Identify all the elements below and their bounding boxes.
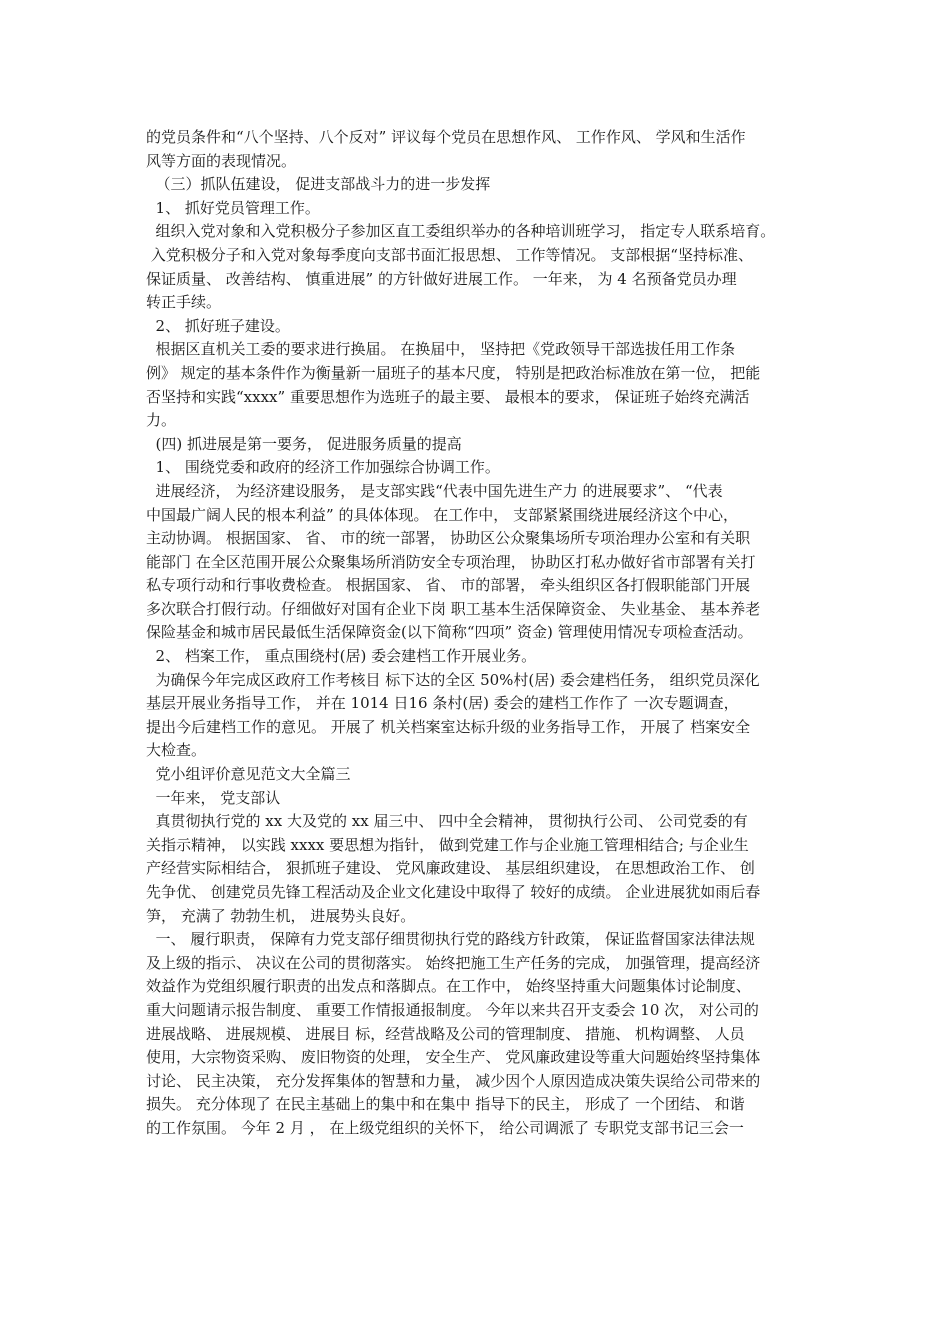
- text-line: 力。: [146, 411, 177, 430]
- text-line: 一年来， 党支部认: [146, 788, 281, 807]
- text-line: 主动协调。 根据国家、 省、 市的统一部署， 协助区公众聚集场所专项治理办公室和有关职: [146, 529, 751, 548]
- text-line: 产经营实际相结合， 狠抓班子建设、 党风廉政建设、 基层组织建设， 在思想政治工作、 创: [146, 859, 755, 878]
- text-line: 关指示精神， 以实践 xxxx 要思想为指针， 做到党建工作与企业施工管理相结合; 与企业生: [146, 835, 749, 854]
- text-line: 讨论、 民主决策， 充分发挥集体的智慧和力量， 减少因个人原因造成决策失误给公司带来的: [146, 1071, 761, 1090]
- text-line: 例》 规定的基本条件作为衡量新一届班子的基本尺度， 特别是把政治标准放在第一位， 把能: [146, 363, 761, 382]
- text-line: 1、 抓好党员管理工作。: [146, 198, 320, 217]
- text-line: 2、 档案工作， 重点围绕村(居) 委会建档工作开展业务。: [146, 647, 537, 666]
- text-line: 党小组评价意见范文大全篇三: [146, 765, 351, 784]
- text-line: 大检查。: [146, 741, 207, 760]
- text-line: 能部门 在全区范围开展公众聚集场所消防安全专项治理， 协助区打私办做好省市部署有关打: [146, 552, 756, 571]
- text-line: 进展经济， 为经济建设服务， 是支部实践“代表中国先进生产力 的进展要求”、 “代表: [146, 481, 723, 500]
- text-line: 重大问题请示报告制度、 重要工作情报通报制度。 今年以来共召开支委会 10 次， 对公司的: [146, 1000, 759, 1019]
- text-line: 私专项行动和行事收费检查。 根据国家、 省、 市的部署， 牵头组织区各打假职能部门开展: [146, 576, 751, 595]
- text-line: 提出今后建档工作的意见。 开展了 机关档案室达标升级的业务指导工作， 开展了 档案安全: [146, 717, 751, 736]
- text-line: 进展战略、 进展规模、 进展目 标，经营战略及公司的管理制度、 措施、 机构调整、 人员: [146, 1024, 745, 1043]
- text-line: 使用，大宗物资采购、 废旧物资的处理， 安全生产、 党风廉政建设等重大问题始终坚持集体: [146, 1048, 761, 1067]
- text-line: 及上级的指示、 决议在公司的贯彻落实。 始终把施工生产任务的完成， 加强管理，提高经济: [146, 953, 761, 972]
- text-line: 保险基金和城市居民最低生活保障资金(以下简称“四项” 资金) 管理使用情况专项检查活动。: [146, 623, 753, 642]
- text-line: 多次联合打假行动。仔细做好对国有企业下岗 职工基本生活保障资金、 失业基金、 基本养老: [146, 599, 761, 618]
- text-line: 风等方面的表现情况。: [146, 151, 297, 170]
- text-line: 组织入党对象和入党积极分子参加区直工委组织举办的各种培训班学习， 指定专人联系培育。: [146, 222, 776, 241]
- text-line: (四) 抓进展是第一要务， 促进服务质量的提高: [146, 434, 462, 453]
- text-line: 2、 抓好班子建设。: [146, 316, 290, 335]
- text-line: 一、 履行职责， 保障有力党支部仔细贯彻执行党的路线方针政策， 保证监督国家法律法规: [146, 930, 755, 949]
- text-line: 1、 围绕党委和政府的经济工作加强综合协调工作。: [146, 458, 500, 477]
- text-line: 损失。 充分体现了 在民主基础上的集中和在集中 指导下的民主， 形成了 一个团结、 和谐: [146, 1095, 745, 1114]
- text-line: 基层开展业务指导工作， 并在 1014 日16 条村(居) 委会的建档工作作了 一次专题调查，: [146, 694, 739, 713]
- text-line: 的工作氛围。 今年 2 月 ， 在上级党组织的关怀下， 给公司调派了 专职党支部书记三会一: [146, 1118, 744, 1137]
- text-line: 转正手续。: [146, 293, 222, 312]
- text-line: （三）抓队伍建设， 促进支部战斗力的进一步发挥: [146, 175, 491, 194]
- text-line: 为确保今年完成区政府工作考核目 标下达的全区 50%村(居) 委会建档任务， 组织党员深化: [146, 670, 760, 689]
- text-line: 效益作为党组织履行职责的出发点和落脚点。在工作中， 始终坚持重大问题集体讨论制度、: [146, 977, 751, 996]
- text-line: 笋， 充满了 勃勃生机， 进展势头良好。: [146, 906, 416, 925]
- text-line: 根据区直机关工委的要求进行换届。 在换届中， 坚持把《党政领导干部选拔任用工作条: [146, 340, 736, 359]
- text-line: 的党员条件和“八个坚持、八个反对” 评议每个党员在思想作风、 工作作风、 学风和生活作: [146, 128, 746, 146]
- text-line: 先争优、 创建党员先锋工程活动及企业文化建设中取得了 较好的成绩。 企业进展犹如雨后春: [146, 883, 761, 901]
- text-line: 保证质量、 改善结构、 慎重进展” 的方针做好进展工作。 一年来， 为 4 名预备党员办理: [146, 269, 737, 288]
- text-line: 入党积极分子和入党对象每季度向支部书面汇报思想、 工作等情况。 支部根据“坚持标准、: [146, 245, 753, 264]
- document-body: [146, 126, 826, 1141]
- text-line: 否坚持和实践“xxxx” 重要思想作为选班子的最主要、 最根本的要求， 保证班子始终充满活: [146, 387, 750, 406]
- text-line: 中国最广阔人民的根本利益” 的具体体现。 在工作中， 支部紧紧围绕进展经济这个中心，: [146, 505, 738, 524]
- text-line: 真贯彻执行党的 xx 大及党的 xx 届三中、 四中全会精神， 贯彻执行公司、 公司党委的有: [146, 812, 748, 831]
